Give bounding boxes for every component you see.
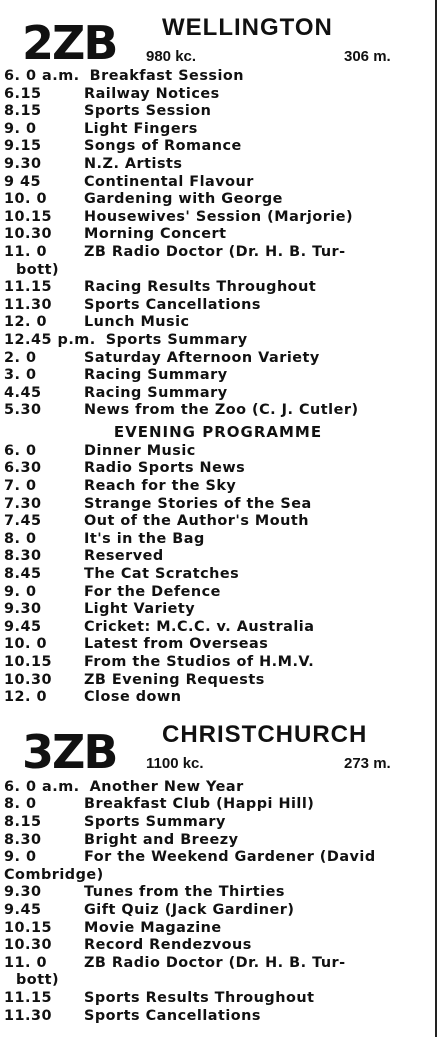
schedule-row (4, 68, 432, 86)
schedule-row (4, 832, 432, 850)
time-slot: 6. 0 a.m. (4, 68, 80, 84)
program-title: Sports Results Throughout (84, 989, 315, 1006)
schedule-row (4, 548, 432, 566)
schedule-list-midmorning (4, 884, 432, 972)
time-slot: 2. 0 (4, 349, 37, 366)
time-slot: 8.30 (4, 831, 42, 848)
program-title: Saturday Afternoon Variety (84, 349, 320, 366)
time-slot: 11.15 (4, 989, 53, 1006)
callsign: 3ZB (22, 724, 117, 779)
program-title: Housewives' Session (Marjorie) (84, 208, 354, 225)
schedule-row (4, 619, 432, 637)
schedule-row (4, 279, 432, 297)
schedule-row (4, 814, 432, 832)
schedule-list-afternoon (4, 279, 432, 420)
schedule-row (4, 796, 432, 814)
schedule-row (4, 174, 432, 192)
time-slot: 3. 0 (4, 367, 37, 384)
schedule-row (4, 460, 432, 478)
time-slot: 11. 0 (4, 954, 48, 971)
schedule-row (4, 654, 432, 672)
section-heading: EVENING PROGRAMME (113, 422, 323, 441)
schedule-row (4, 86, 432, 104)
time-slot: 7. 0 (4, 478, 37, 495)
time-slot: 9. 0 (4, 120, 37, 137)
schedule-row (4, 937, 432, 955)
time-slot: 10.15 (4, 654, 53, 670)
program-title: For the Defence (84, 583, 221, 600)
time-slot: 10.30 (4, 671, 53, 688)
program-title: Close down (84, 689, 182, 706)
column-rule (435, 0, 437, 1037)
time-slot: 10. 0 (4, 191, 48, 208)
schedule-row (4, 314, 432, 332)
program-title: ZB Radio Doctor (Dr. H. B. Tur- (84, 954, 346, 971)
schedule-row (4, 584, 432, 602)
program-title: It's in the Bag (84, 530, 205, 547)
time-slot: 9.30 (4, 155, 42, 172)
time-slot: 9.45 (4, 618, 42, 635)
program-title: Dinner Music (84, 442, 196, 459)
program-title: Racing Summary (84, 384, 228, 401)
program-title: Record Rendezvous (84, 937, 252, 954)
schedule-row (4, 672, 432, 690)
schedule-list-evening (4, 443, 432, 707)
time-slot: 9.15 (4, 138, 42, 155)
continuation-line: bott) (16, 261, 60, 278)
time-slot: 6. 0 (4, 442, 37, 459)
schedule-row (4, 902, 432, 920)
schedule-row (4, 531, 432, 549)
program-title: Cricket: M.C.C. v. Australia (84, 618, 315, 635)
time-slot: 8.45 (4, 566, 42, 583)
station-city: CHRISTCHURCH (162, 720, 368, 748)
schedule-list-morning (4, 68, 432, 262)
time-slot: 5.30 (4, 402, 42, 419)
schedule-row (4, 402, 432, 420)
time-slot: 9. 0 (4, 583, 37, 600)
schedule-row (4, 156, 432, 174)
schedule-row (4, 990, 432, 1008)
program-title: ZB Evening Requests (84, 671, 265, 688)
time-slot: 11. 0 (4, 243, 48, 260)
time-slot: 7.30 (4, 495, 42, 512)
time-slot: 6.15 (4, 85, 42, 102)
program-title: Strange Stories of the Sea (84, 495, 312, 512)
time-slot: 9 45 (4, 173, 42, 190)
schedule-row (4, 244, 432, 262)
schedule-row (4, 496, 432, 514)
program-title: Out of the Author's Mouth (84, 513, 309, 530)
time-slot: 8.15 (4, 103, 42, 120)
schedule-row (4, 601, 432, 619)
program-title: Breakfast Club (Happi Hill) (84, 796, 315, 813)
schedule-row (4, 332, 432, 350)
program-title: Sports Summary (84, 813, 226, 830)
time-slot: 9.30 (4, 601, 42, 618)
program-title: Racing Results Throughout (84, 279, 317, 296)
time-slot: 8.15 (4, 813, 42, 830)
program-title: Latest from Overseas (84, 636, 269, 653)
program-title: Light Fingers (84, 120, 198, 137)
program-title: Movie Magazine (84, 919, 222, 936)
program-title: Lunch Music (84, 314, 190, 331)
station-header-christchurch (4, 711, 432, 779)
time-slot: 6.30 (4, 460, 42, 477)
program-title: Tunes from the Thirties (84, 884, 285, 901)
time-slot: 10.15 (4, 919, 53, 936)
time-slot: 10.30 (4, 226, 53, 243)
radio-listings (4, 0, 432, 1025)
time-slot: 11.30 (4, 296, 53, 313)
program-title: Gardening with George (84, 191, 283, 208)
program-title: Light Variety (84, 601, 196, 618)
station-frequency: 980 kc. (146, 48, 197, 65)
program-title: From the Studios of H.M.V. (84, 654, 315, 670)
program-title: Breakfast Session (89, 68, 245, 84)
time-slot: 9.30 (4, 884, 42, 901)
continuation-line: Combridge) (4, 866, 104, 883)
program-title: Morning Concert (84, 226, 227, 243)
program-title: Sports Summary (105, 331, 248, 348)
time-slot: 10.15 (4, 208, 53, 225)
program-title: Bright and Breezy (84, 831, 239, 848)
schedule-row (4, 191, 432, 209)
program-title: Sports Cancellations (84, 296, 261, 313)
time-slot: 12.45 p.m. (4, 331, 96, 348)
time-slot: 4.45 (4, 384, 42, 401)
schedule-row (4, 297, 432, 315)
schedule-row (4, 689, 432, 707)
schedule-row (4, 367, 432, 385)
schedule-row (4, 884, 432, 902)
time-slot: 9.45 (4, 901, 42, 918)
time-slot: 12. 0 (4, 314, 48, 331)
time-slot: 11.15 (4, 279, 53, 296)
time-slot: 7.45 (4, 513, 42, 530)
time-slot: 11.30 (4, 1007, 53, 1024)
time-slot: 10.30 (4, 937, 53, 954)
program-title: News from the Zoo (C. J. Cutler) (84, 402, 359, 419)
schedule-list-late-morning (4, 990, 432, 1025)
program-title: Sports Session (84, 103, 212, 120)
schedule-row (4, 478, 432, 496)
schedule-row (4, 350, 432, 368)
schedule-row (4, 920, 432, 938)
schedule-row (4, 779, 432, 797)
time-slot: 12. 0 (4, 689, 48, 706)
schedule-row (4, 955, 432, 973)
schedule-row (4, 226, 432, 244)
schedule-row (4, 103, 432, 121)
station-header-wellington (4, 0, 432, 68)
time-slot: 8.30 (4, 548, 42, 565)
station-frequency: 1100 kc. (146, 754, 204, 772)
schedule-row (4, 121, 432, 139)
program-title: Songs of Romance (84, 138, 242, 155)
time-slot: 8. 0 (4, 796, 37, 813)
time-slot: 9. 0 (4, 849, 37, 866)
time-slot: 8. 0 (4, 530, 37, 547)
program-title: N.Z. Artists (84, 155, 183, 172)
schedule-row (4, 636, 432, 654)
program-title: The Cat Scratches (84, 566, 240, 583)
program-title: For the Weekend Gardener (David (84, 849, 376, 866)
continuation-line: bott) (16, 972, 60, 989)
station-wavelength: 273 m. (344, 754, 391, 772)
schedule-row (4, 849, 432, 867)
schedule-row (4, 566, 432, 584)
schedule-row (4, 385, 432, 403)
program-title: Sports Cancellations (84, 1007, 261, 1024)
time-slot: 10. 0 (4, 636, 48, 653)
program-title: Railway Notices (84, 85, 220, 102)
program-title: Racing Summary (84, 367, 228, 384)
station-city: WELLINGTON (162, 14, 333, 41)
program-title: Gift Quiz (Jack Gardiner) (84, 901, 295, 918)
program-title: ZB Radio Doctor (Dr. H. B. Tur- (84, 243, 346, 260)
time-slot: 6. 0 a.m. (4, 778, 80, 795)
program-title: Radio Sports News (84, 460, 246, 477)
program-title: Another New Year (89, 778, 244, 795)
callsign: 2ZB (22, 16, 117, 70)
station-wavelength: 306 m. (344, 48, 391, 65)
schedule-row (4, 138, 432, 156)
schedule-row (4, 209, 432, 227)
program-title: Reach for the Sky (84, 478, 237, 495)
schedule-row (4, 513, 432, 531)
program-title: Reserved (84, 548, 164, 565)
schedule-row (4, 443, 432, 461)
program-title: Continental Flavour (84, 173, 254, 190)
schedule-row (4, 1008, 432, 1026)
schedule-list-morning (4, 779, 432, 867)
